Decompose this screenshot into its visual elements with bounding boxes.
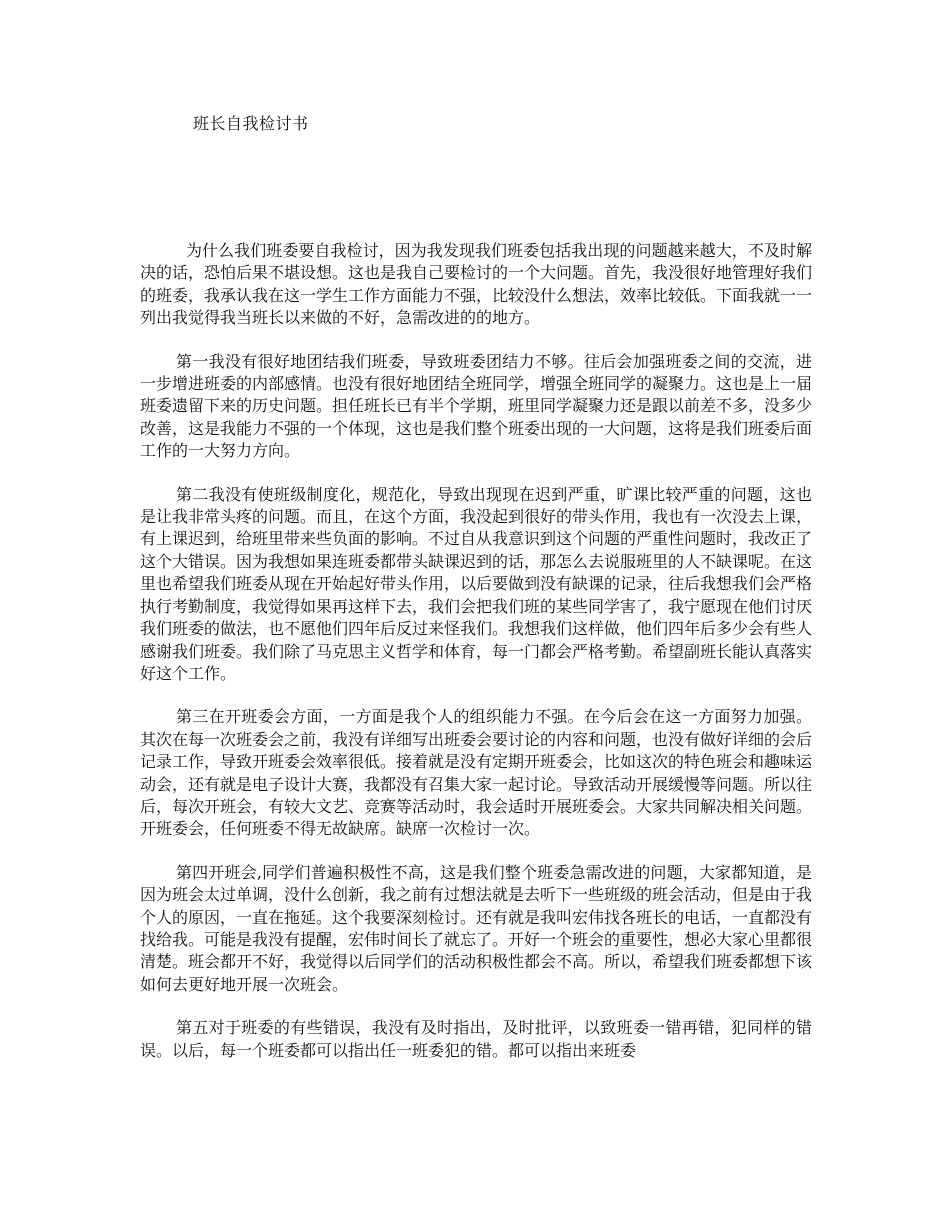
paragraph-third-point: 第三在开班委会方面，一方面是我个人的组织能力不强。在今后会在这一方面努力加强。其次在每一次班委会之前，我没有详细写出班委会要讨论的内容和问题，也没有做好详细的会后记录工作，导致开班委会效率很低。接着就是没有定期开班委会，比如这次的特色班会和趣味运动会，还有就是电子设计大赛，我都没有召集大家一起讨论。导致活动开展缓慢等问题。所以往后，每次开班会，有较大文艺、竞赛等活动时，我会适时开展班委会。大家共同解决相关问题。开班委会，任何班委不得无故缺席。缺席一次检讨一次。 [140,707,813,839]
paragraph-second-point: 第二我没有使班级制度化，规范化，导致出现现在迟到严重，旷课比较严重的问题，这也是让我非常头疼的问题。而且，在这个方面，我没起到很好的带头作用，我也有一次没去上课，有上课迟到，给班里带来些负面的影响。不过自从我意识到这个问题的严重性问题时，我改正了这个大错误。因为我想如果连班委都带头缺课迟到的话，那怎么去说服班里的人不缺课呢。在这里也希望我们班委从现在开始起好带头作用，以后要做到没有缺课的记录，往后我想我们会严格执行考勤制度，我觉得如果再这样下去，我们会把我们班的某些同学害了，我宁愿现在他们讨厌我们班委的做法，也不愿他们四年后反过来怪我们。我想我们这样做，他们四年后多少会有些人感谢我们班委。我们除了马克思主义哲学和体育，每一门都会严格考勤。希望副班长能认真落实好这个工作。 [140,484,813,683]
paragraph-first-point: 第一我没有很好地团结我们班委，导致班委团结力不够。往后会加强班委之间的交流，进一步增进班委的内部感情。也没有很好地团结全班同学，增强全班同学的凝聚力。这也是上一届班委遗留下来的历史问题。担任班长已有半个学期，班里同学凝聚力还是跟以前差不多，没多少改善，这是我能力不强的一个体现，这也是我们整个班委出现的一大问题，这将是我们班委后面工作的一大努力方向。 [140,351,813,461]
document-title: 班长自我检讨书 [193,114,309,133]
paragraph-intro: 为什么我们班委要自我检讨，因为我发现我们班委包括我出现的问题越来越大，不及时解决的话，恐怕后果不堪设想。这也是我自己要检讨的一个大问题。首先，我没很好地管理好我们的班委，我承认我在这一学生工作方面能力不强，比较没什么想法，效率比较低。下面我就一一列出我觉得我当班长以来做的不好，急需改进的的地方。 [140,241,813,328]
document-body [140,240,812,1083]
paragraph-fourth-point: 第四开班会,同学们普遍积极性不高，这是我们整个班委急需改进的问题，大家都知道，是因为班会太过单调，没什么创新，我之前有过想法就是去听下一些班级的班会活动，但是由于我个人的原因，一直在拖延。这个我要深刻检讨。还有就是我叫宏伟找各班长的电话，一直都没有找给我。可能是我没有提醒，宏伟时间长了就忘了。开好一个班会的重要性，想必大家心里都很清楚。班会都开不好，我觉得以后同学们的活动积极性都会不高。所以，希望我们班委都想下该如何去更好地开展一次班会。 [140,862,813,994]
paragraph-fifth-point: 第五对于班委的有些错误，我没有及时指出，及时批评，以致班委一错再错，犯同样的错误。以后，每一个班委都可以指出任一班委犯的错。都可以指出来班委 [140,1018,812,1060]
